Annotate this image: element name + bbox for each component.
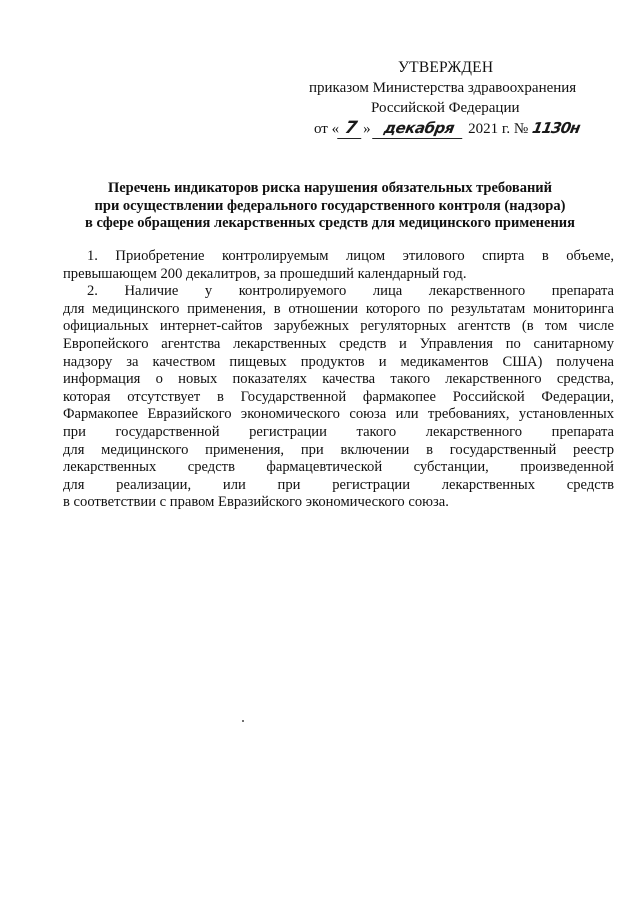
item-2-line-1: 2. Наличие у контролируемого лица лекарственного препарата	[87, 283, 614, 300]
approval-issuer: приказом Министерства здравоохранения	[309, 80, 577, 96]
handwritten-order-number: 1130н	[530, 119, 582, 137]
approval-heading: УТВЕРЖДЕН	[398, 59, 494, 76]
item-2-line-13: в соответствии с правом Евразийского экономического союза.	[63, 494, 449, 511]
item-2-line-7: которая отсутствует в Государственной фармакопее Российской Федерации,	[63, 388, 614, 405]
item-2-line-11: лекарственных средств фармацевтической субстанции, произведенной	[63, 459, 614, 476]
item-2-line-9: при государственной регистрации такого лекарственного препарата	[63, 423, 614, 440]
item-2-line-10: для медицинского применения, при включении в государственный реестр	[63, 441, 614, 458]
item-2-line-12: для реализации, или при регистрации лекарственных средств	[63, 476, 614, 493]
item-2-line-4: Европейского агентства лекарственных средств и Управления по санитарному	[63, 335, 614, 352]
date-prefix: от «	[314, 121, 340, 137]
title-line-3: в сфере обращения лекарственных средств для медицинского применения	[85, 215, 575, 231]
item-2-line-2: для медицинского применения, в отношении которого по результатам мониторинга	[63, 300, 614, 317]
list-item	[63, 283, 614, 512]
document-body	[63, 248, 614, 512]
scan-speck	[242, 720, 244, 722]
title-line-2: при осуществлении федерального государственного контроля (надзора)	[94, 197, 566, 214]
list-item	[63, 248, 614, 283]
date-mid: »	[363, 121, 371, 137]
approval-date-line	[300, 118, 600, 139]
handwritten-day: 7	[337, 118, 365, 139]
handwritten-month: декабря	[373, 118, 467, 139]
item-2-line-6: информация о новых показателях качества такого лекарственного средства,	[63, 371, 614, 388]
approval-block	[300, 58, 600, 139]
item-1-line-2: превышающем 200 декалитров, за прошедший календарный год.	[63, 265, 467, 282]
date-year: 2021 г. №	[468, 121, 529, 137]
item-1-line-1: 1. Приобретение контролируемым лицом этилового спирта в объеме,	[87, 248, 614, 264]
item-2-line-3: официальных интернет-сайтов зарубежных регуляторных агентств (в том числе	[63, 318, 614, 335]
item-2-line-5: надзору за качеством пищевых продуктов и медикаментов США) получена	[63, 353, 614, 370]
item-2-line-8: Фармакопее Евразийского экономического союза или требованиях, установленных	[63, 406, 614, 423]
document-title	[40, 180, 620, 233]
title-line-1: Перечень индикаторов риска нарушения обязательных требований	[107, 180, 553, 196]
approval-country: Российской Федерации	[371, 100, 520, 116]
